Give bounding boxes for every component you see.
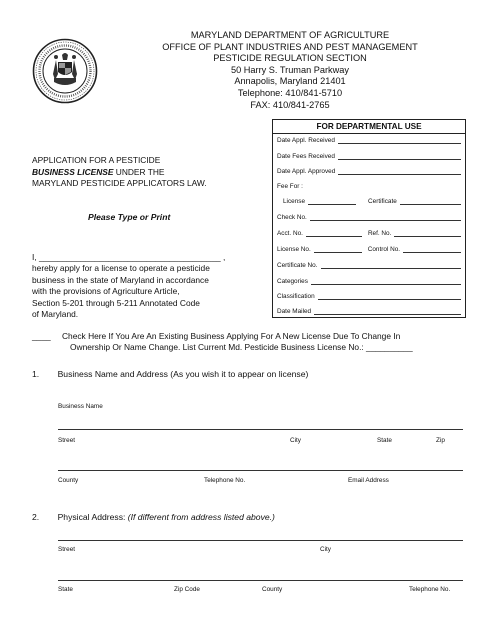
header-line: 50 Harry S. Truman Parkway — [231, 64, 349, 75]
state-label: State — [377, 437, 392, 444]
check-no-label: Check No. — [277, 214, 307, 221]
header-line: MARYLAND DEPARTMENT OF AGRICULTURE — [190, 30, 390, 40]
field-line[interactable] — [310, 214, 461, 221]
date-fees-received-label: Date Fees Received — [277, 153, 335, 160]
departmental-use-title: FOR DEPARTMENTAL USE — [273, 120, 465, 134]
classification-label: Classification — [277, 293, 315, 300]
business-name-label: Business Name — [58, 403, 103, 410]
certificate-no-label: Certificate No. — [277, 262, 318, 269]
header-line: Telephone: 410/841-5710 — [237, 87, 343, 98]
license-control-row[interactable] — [277, 246, 461, 253]
type-or-print-note: Please Type or Print — [88, 212, 171, 222]
field-line[interactable] — [314, 308, 461, 315]
telephone-label: Telephone No. — [409, 586, 451, 593]
categories-label: Categories — [277, 278, 308, 285]
field-line[interactable] — [338, 137, 461, 144]
city-label: City — [290, 437, 302, 444]
categories-row[interactable] — [277, 278, 461, 285]
header-line: Annapolis, Maryland 21401 — [234, 76, 346, 87]
street-label: Street — [58, 546, 76, 553]
street-city-state-zip-line[interactable] — [58, 429, 463, 430]
agency-header — [120, 30, 460, 111]
applicant-declaration — [32, 252, 264, 320]
existing-business-checkbox[interactable]: ____ — [32, 331, 51, 341]
field-line[interactable] — [308, 198, 356, 205]
existing-business-text: Check Here If You Are An Existing Business Applying For A New License Due To Change In — [62, 331, 401, 341]
applicant-name-field[interactable]: I, _______________________________________ , — [32, 252, 226, 262]
city-label: City — [320, 546, 332, 553]
application-title-rest: UNDER THE — [113, 166, 165, 177]
date-appl-received-row[interactable] — [277, 137, 461, 144]
current-license-no-field[interactable]: Ownership Or Name Change. List Current Md. Pesticide Business License No.: __________ — [70, 342, 413, 353]
acct-ref-row[interactable] — [277, 230, 461, 237]
email-label: Email Address — [348, 477, 389, 484]
section-title-note: (If different from address listed above.) — [127, 512, 275, 522]
license-no-label: License No. — [277, 246, 311, 253]
zip-label: Zip — [436, 437, 445, 444]
maryland-state-seal-icon — [32, 38, 98, 104]
telephone-label: Telephone No. — [204, 477, 246, 484]
departmental-use-box — [272, 119, 466, 318]
certificate-label: Certificate — [368, 198, 397, 205]
county-phone-email-line[interactable] — [58, 470, 463, 471]
section-number: 2. — [32, 512, 40, 522]
application-title-line — [32, 167, 257, 179]
application-title-line: APPLICATION FOR A PESTICIDE — [32, 155, 161, 165]
field-line[interactable] — [403, 246, 461, 253]
field-line[interactable] — [321, 262, 462, 269]
fee-for-label: Fee For : — [277, 183, 303, 190]
field-line[interactable] — [311, 278, 461, 285]
ref-no-label: Ref. No. — [367, 230, 392, 237]
fee-for-row — [277, 183, 461, 190]
date-mailed-label: Date Mailed — [277, 308, 312, 315]
declaration-line: with the provisions of Agriculture Article, — [32, 286, 180, 297]
state-label: State — [58, 586, 73, 593]
date-appl-approved-label: Date Appl. Approved — [277, 168, 336, 175]
zip-code-label: Zip Code — [174, 586, 200, 593]
application-title — [32, 155, 257, 190]
check-no-row[interactable] — [277, 214, 461, 221]
classification-row[interactable] — [277, 293, 461, 300]
section-title: Business Name and Address (As you wish it to appear on license) — [57, 369, 309, 379]
header-line: OFFICE OF PLANT INDUSTRIES AND PEST MANAGEMENT — [162, 41, 418, 52]
declaration-line: hereby apply for a license to operate a pesticide — [32, 263, 210, 274]
field-line[interactable] — [400, 198, 461, 205]
section-title: Physical Address: — [57, 512, 126, 522]
control-no-label: Control No. — [367, 246, 401, 253]
date-appl-approved-row[interactable] — [277, 168, 461, 175]
date-mailed-row[interactable] — [277, 308, 461, 315]
field-line[interactable] — [306, 230, 362, 237]
section-number: 1. — [32, 369, 40, 379]
header-line: FAX: 410/841-2765 — [250, 99, 330, 110]
header-line: PESTICIDE REGULATION SECTION — [213, 53, 367, 64]
field-line[interactable] — [338, 168, 461, 175]
field-line[interactable] — [338, 153, 461, 160]
declaration-line: business in the state of Maryland in accordance — [32, 274, 209, 285]
certificate-no-row[interactable] — [277, 262, 461, 269]
field-line[interactable] — [318, 293, 461, 300]
county-label: County — [58, 477, 79, 484]
section-1-heading — [32, 369, 308, 379]
field-line[interactable] — [314, 246, 362, 253]
acct-no-label: Acct. No. — [277, 230, 303, 237]
section-2-heading — [32, 512, 275, 522]
physical-state-zip-county-phone-line[interactable] — [58, 580, 463, 581]
business-license-emphasis: BUSINESS LICENSE — [32, 166, 114, 177]
field-line[interactable] — [394, 230, 461, 237]
declaration-line: of Maryland. — [32, 309, 79, 320]
date-fees-received-row[interactable] — [277, 153, 461, 160]
application-title-line: MARYLAND PESTICIDE APPLICATORS LAW. — [32, 178, 207, 189]
street-label: Street — [58, 437, 76, 444]
declaration-line: Section 5-201 through 5-211 Annotated Code — [32, 297, 200, 308]
county-label: County — [262, 586, 283, 593]
date-appl-received-label: Date Appl. Received — [277, 137, 335, 144]
license-certificate-row[interactable] — [283, 198, 461, 205]
physical-street-city-line[interactable] — [58, 540, 463, 541]
license-label: License — [283, 198, 306, 205]
